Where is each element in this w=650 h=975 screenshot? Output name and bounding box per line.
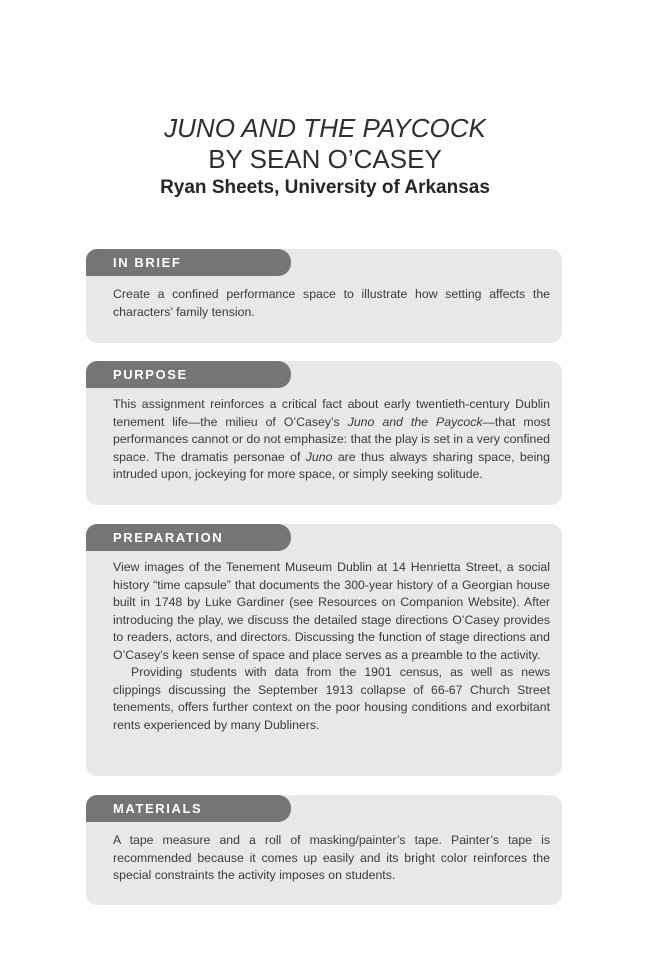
section-body-in-brief	[113, 286, 550, 321]
title-line-1: JUNO AND THE PAYCOCK	[164, 113, 486, 144]
materials-text: A tape measure and a roll of masking/painter’s tape. Painter’s tape is recommended because it comes up easily and its bright color reinforces the special constraints the activity imposes on students.	[113, 833, 550, 882]
section-heading-preparation: PREPARATION	[86, 524, 291, 551]
author-byline: Ryan Sheets, University of Arkansas	[160, 177, 490, 198]
purpose-text	[113, 396, 550, 484]
purpose-text-a: This assignment reinforces a critical fact about early twentieth-century Dublin tenement life—the milieu of O’Casey’s	[113, 397, 550, 429]
section-body-purpose	[113, 396, 550, 484]
section-heading-materials: MATERIALS	[86, 795, 291, 822]
section-in-brief	[86, 249, 562, 343]
section-body-materials	[113, 832, 550, 885]
preparation-paragraph-1: View images of the Tenement Museum Dublin at 14 Henrietta Street, a social history “time capsule” that documents the 300-year history of a Georgian house built in 1748 by Luke Gardiner (see Resources on Companion Website). After introducing the play, we discuss the detailed stage directions O’Casey provides to readers, actors, and directors. Discussing the function of stage directions and O’Casey’s keen sense of space and place serves as a preamble to the activity.	[113, 560, 550, 662]
section-materials	[86, 795, 562, 905]
section-preparation	[86, 524, 562, 776]
in-brief-text: Create a confined performance space to illustrate how setting affects the characters’ family tension.	[113, 287, 550, 319]
purpose-play-title: Juno and the Paycock	[347, 414, 483, 429]
section-purpose	[86, 361, 562, 505]
page-title	[0, 113, 650, 175]
purpose-play-short-title: Juno	[305, 449, 333, 464]
section-heading-in-brief: IN BRIEF	[86, 249, 291, 276]
section-body-preparation	[113, 559, 550, 734]
purpose-text-c: are thus always sharing space, being intruded upon, jockeying for more space, or simply seeking solitude.	[113, 449, 550, 481]
purpose-text-b: —that most performances cannot or do not emphasize: that the play is set in a very confined space. The dramatis personae of	[113, 414, 550, 464]
title-line-2: BY SEAN O’CASEY	[208, 144, 442, 175]
preparation-paragraph-2: Providing students with data from the 1901 census, as well as news clippings discussing the September 1913 collapse of 66-67 Church Street tenements, offers further context on the poor housing conditions and exorbitant rents experienced by many Dubliners.	[113, 665, 550, 732]
section-heading-purpose: PURPOSE	[86, 361, 291, 388]
